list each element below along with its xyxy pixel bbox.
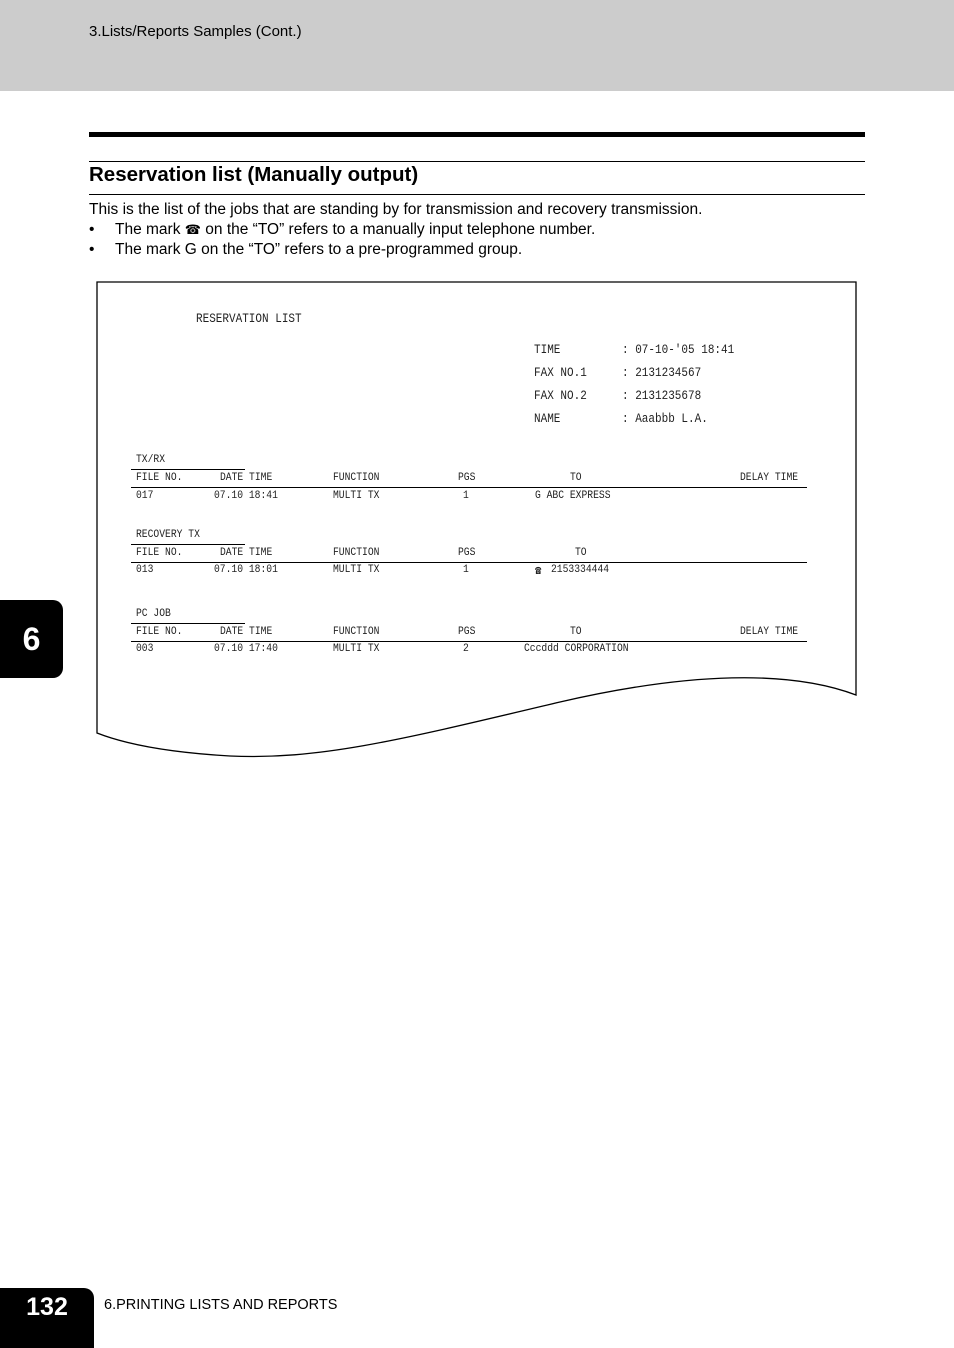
col-delay-time: DELAY TIME (740, 626, 799, 638)
phone-icon: ☎ (184, 222, 201, 237)
col-date-time: DATE TIME (220, 547, 273, 559)
info-value: : 2131234567 (622, 366, 702, 380)
bullet-text-after: on the “TO” refers to a manually input telephone number. (200, 221, 596, 238)
info-value: : Aaabbb L.A. (622, 412, 708, 426)
col-pgs: PGS (458, 626, 476, 638)
report-section-name: RECOVERY TX (136, 529, 200, 541)
col-to: TO (570, 626, 582, 638)
col-to: TO (570, 472, 582, 484)
cell-file-no: 003 (136, 643, 154, 655)
bullet-marker: • (89, 241, 95, 258)
info-label: FAX NO.2 (534, 389, 587, 403)
report-section-name: TX/RX (136, 454, 166, 466)
col-file-no: FILE NO. (136, 626, 183, 638)
col-function: FUNCTION (333, 472, 380, 484)
info-value: : 07-10-'05 18:41 (622, 343, 735, 357)
col-pgs: PGS (458, 472, 476, 484)
footer-chapter-title: 6.PRINTING LISTS AND REPORTS (104, 1297, 338, 1313)
col-delay-time: DELAY TIME (740, 472, 799, 484)
cell-to: G ABC EXPRESS (535, 490, 611, 502)
col-date-time: DATE TIME (220, 472, 273, 484)
cell-date-time: 07.10 18:41 (214, 490, 278, 502)
cell-date-time: 07.10 17:40 (214, 643, 278, 655)
cell-pgs: 1 (463, 490, 469, 502)
cell-to: 2153334444 (551, 564, 610, 576)
col-function: FUNCTION (333, 626, 380, 638)
info-label: FAX NO.1 (534, 366, 587, 380)
breadcrumb: 3.Lists/Reports Samples (Cont.) (89, 23, 302, 40)
cell-pgs: 1 (463, 564, 469, 576)
col-file-no: FILE NO. (136, 472, 183, 484)
cell-file-no: 013 (136, 564, 154, 576)
page-number: 132 (0, 1288, 94, 1348)
cell-pgs: 2 (463, 643, 469, 655)
cell-date-time: 07.10 18:01 (214, 564, 278, 576)
bullet-text: The mark G on the “TO” refers to a pre-programmed group. (115, 241, 523, 258)
cell-file-no: 017 (136, 490, 154, 502)
info-label: TIME (534, 343, 561, 357)
report-section-name: PC JOB (136, 608, 171, 620)
phone-icon: ☎ (535, 564, 542, 578)
col-file-no: FILE NO. (136, 547, 183, 559)
section-underline (131, 469, 245, 470)
info-value: : 2131235678 (622, 389, 702, 403)
info-label: NAME (534, 412, 561, 426)
cell-function: MULTI TX (333, 564, 380, 576)
section-underline (131, 623, 245, 624)
chapter-tab: 6 (0, 600, 63, 678)
report-title: RESERVATION LIST (196, 312, 302, 326)
bullet-text-before: The mark (115, 221, 185, 238)
cell-to: Cccddd CORPORATION (524, 643, 629, 655)
cell-function: MULTI TX (333, 643, 380, 655)
col-pgs: PGS (458, 547, 476, 559)
col-function: FUNCTION (333, 547, 380, 559)
bullet-marker: • (89, 221, 95, 238)
header-rule (131, 562, 807, 563)
intro-text: This is the list of the jobs that are standing by for transmission and recovery transmission. (89, 201, 703, 218)
col-date-time: DATE TIME (220, 626, 273, 638)
header-rule (131, 487, 807, 488)
header-rule (131, 641, 807, 642)
col-to: TO (575, 547, 587, 559)
section-title: Reservation list (Manually output) (89, 163, 419, 186)
section-underline (131, 544, 245, 545)
cell-function: MULTI TX (333, 490, 380, 502)
